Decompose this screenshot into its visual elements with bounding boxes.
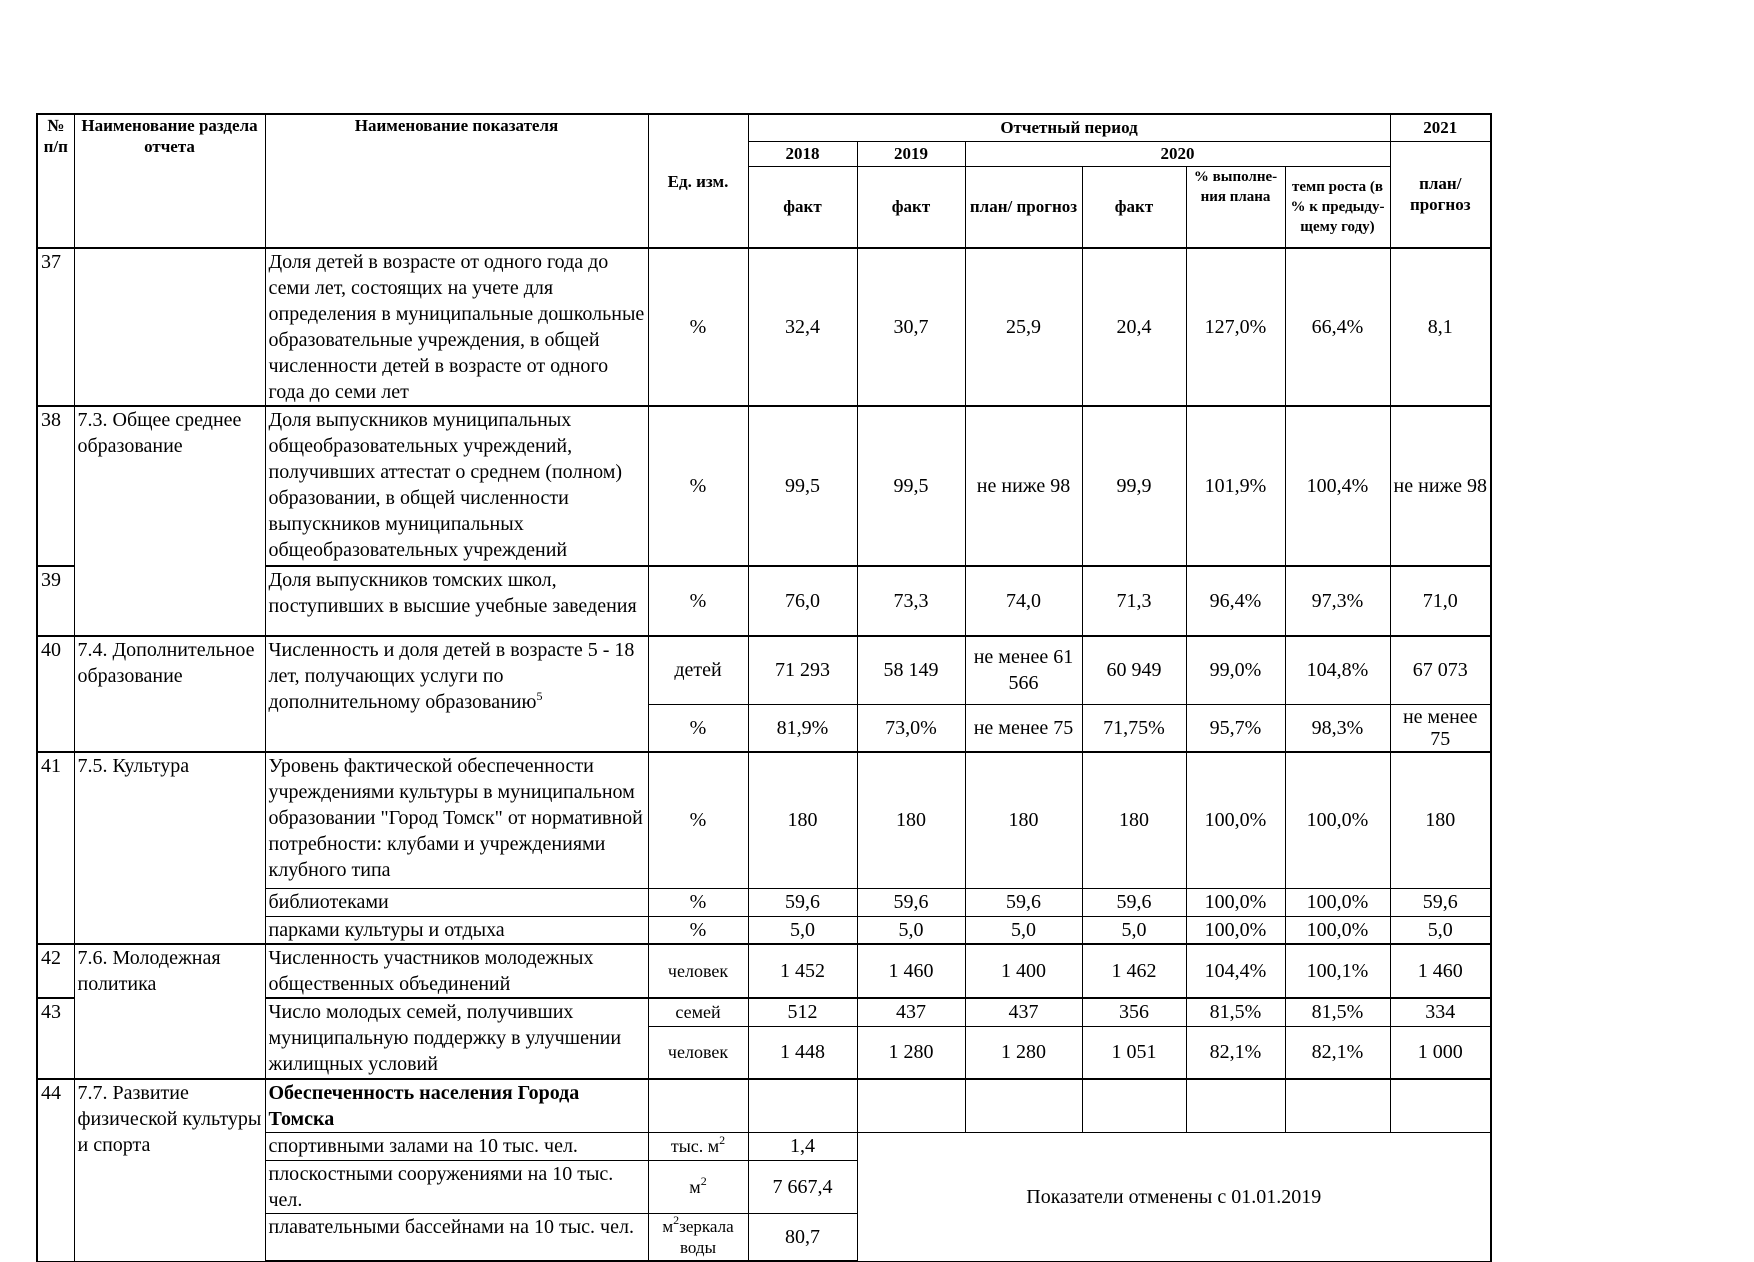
- value-2019-fact: 180: [857, 752, 965, 888]
- value-2020-plan: 1 280: [965, 1027, 1082, 1079]
- header-period: Отчетный период: [748, 114, 1390, 141]
- row-num: 43: [37, 998, 74, 1079]
- value-2021-plan: 1 460: [1390, 944, 1491, 998]
- value-2019-fact: 437: [857, 998, 965, 1027]
- indicator-name: Численность участников молодежных общественных объединений: [265, 944, 648, 998]
- value-pct-plan: 104,4%: [1186, 944, 1285, 998]
- unit: %: [648, 752, 748, 888]
- value-pct-plan: 82,1%: [1186, 1027, 1285, 1079]
- section-name: [74, 248, 265, 406]
- cancelled-note: Показатели отменены с 01.01.2019: [857, 1132, 1491, 1261]
- unit: [648, 1079, 748, 1133]
- header-row-1: [37, 114, 1491, 141]
- value-2020-fact: 60 949: [1082, 636, 1186, 704]
- value-2018-fact: 32,4: [748, 248, 857, 406]
- indicator-name: Доля выпускников муниципальных общеобразовательных учреждений, получивших аттестат о среднем (полном) образовании, в общей численности выпускников муниципальных общеобразовательных учреждений: [265, 406, 648, 566]
- value-growth: 100,1%: [1285, 944, 1390, 998]
- value-2021-plan: не менее 75: [1390, 704, 1491, 752]
- value-2021-plan: 59,6: [1390, 888, 1491, 916]
- unit: человек: [648, 944, 748, 998]
- value-2020-plan: 1 400: [965, 944, 1082, 998]
- unit-text-suffix: зеркала воды: [679, 1216, 734, 1257]
- unit: %: [648, 916, 748, 944]
- value-growth: 100,4%: [1285, 406, 1390, 566]
- header-year-2018: 2018: [748, 141, 857, 166]
- value-2018-fact: 1,4: [748, 1132, 857, 1160]
- table-row: [37, 248, 1491, 406]
- header-section: Наименование раздела отчета: [74, 114, 265, 248]
- indicator-name: парками культуры и отдыха: [265, 916, 648, 944]
- value-2019-fact: 30,7: [857, 248, 965, 406]
- value-2020-plan: [965, 1079, 1082, 1133]
- header-fact-2018: факт: [748, 166, 857, 248]
- unit-superscript: 2: [700, 1173, 707, 1188]
- value-pct-plan: 100,0%: [1186, 916, 1285, 944]
- header-num: № п/п: [37, 114, 74, 248]
- value-2020-fact: 1 462: [1082, 944, 1186, 998]
- value-pct-plan: 101,9%: [1186, 406, 1285, 566]
- value-growth: 82,1%: [1285, 1027, 1390, 1079]
- value-2018-fact: 5,0: [748, 916, 857, 944]
- unit: человек: [648, 1027, 748, 1079]
- unit: %: [648, 888, 748, 916]
- header-indicator: Наименование показателя: [265, 114, 648, 248]
- indicator-name: Уровень фактической обеспеченности учреждениями культуры в муниципальном образовании "Город Томск" от нормативной потребности: клубами и учреждениями клубного типа: [265, 752, 648, 888]
- table-row: [37, 752, 1491, 888]
- value-2020-fact: 1 051: [1082, 1027, 1186, 1079]
- value-2021-plan: 180: [1390, 752, 1491, 888]
- row-num: 42: [37, 944, 74, 998]
- unit-superscript: 2: [673, 1213, 680, 1227]
- unit: [648, 1132, 748, 1160]
- table-row: [37, 636, 1491, 704]
- unit: %: [648, 566, 748, 636]
- value-growth: [1285, 1079, 1390, 1133]
- section-name: 7.7. Развитие физической культуры и спорта: [74, 1079, 265, 1262]
- value-2020-plan: 180: [965, 752, 1082, 888]
- indicator-name: плоскостными сооружениями на 10 тыс. чел.: [265, 1160, 648, 1213]
- indicator-name: спортивными залами на 10 тыс. чел.: [265, 1132, 648, 1160]
- value-2021-plan: 5,0: [1390, 916, 1491, 944]
- header-fact-2019: факт: [857, 166, 965, 248]
- value-growth: 104,8%: [1285, 636, 1390, 704]
- value-2020-fact: 71,3: [1082, 566, 1186, 636]
- table-row: [37, 944, 1491, 998]
- value-2018-fact: 76,0: [748, 566, 857, 636]
- unit: %: [648, 248, 748, 406]
- value-pct-plan: 81,5%: [1186, 998, 1285, 1027]
- value-growth: 100,0%: [1285, 888, 1390, 916]
- value-2018-fact: 180: [748, 752, 857, 888]
- unit: %: [648, 406, 748, 566]
- value-2020-plan: не ниже 98: [965, 406, 1082, 566]
- unit-text: тыс. м: [670, 1136, 720, 1156]
- unit-text: м: [689, 1176, 701, 1197]
- value-2020-plan: не менее 61 566: [965, 636, 1082, 704]
- header-fact-2020: факт: [1082, 166, 1186, 248]
- header-year-2021: 2021: [1390, 114, 1491, 141]
- value-growth: 100,0%: [1285, 916, 1390, 944]
- value-2021-plan: 1 000: [1390, 1027, 1491, 1079]
- value-2019-fact: [857, 1079, 965, 1133]
- header-year-2019: 2019: [857, 141, 965, 166]
- value-2021-plan: [1390, 1079, 1491, 1133]
- value-2020-fact: 356: [1082, 998, 1186, 1027]
- value-pct-plan: 96,4%: [1186, 566, 1285, 636]
- value-2020-plan: 59,6: [965, 888, 1082, 916]
- report-table: [36, 113, 1492, 1262]
- value-pct-plan: [1186, 1079, 1285, 1133]
- header-unit: Ед. изм.: [648, 114, 748, 248]
- row-num: 44: [37, 1079, 74, 1262]
- header-growth: темп роста (в % к предыду-щему году): [1285, 166, 1390, 248]
- header-pct-plan: % выполне-ния плана: [1186, 166, 1285, 248]
- indicator-name: [265, 636, 648, 752]
- indicator-name: плавательными бассейнами на 10 тыс. чел.: [265, 1213, 648, 1261]
- value-2018-fact: 1 452: [748, 944, 857, 998]
- value-2018-fact: 81,9%: [748, 704, 857, 752]
- section-name: 7.4. Дополнительное образование: [74, 636, 265, 752]
- value-2018-fact: 59,6: [748, 888, 857, 916]
- value-2021-plan: не ниже 98: [1390, 406, 1491, 566]
- value-2018-fact: 512: [748, 998, 857, 1027]
- value-2020-plan: 25,9: [965, 248, 1082, 406]
- row-num: 41: [37, 752, 74, 944]
- value-2021-plan: 71,0: [1390, 566, 1491, 636]
- value-2020-fact: 20,4: [1082, 248, 1186, 406]
- value-pct-plan: 95,7%: [1186, 704, 1285, 752]
- value-2020-fact: 5,0: [1082, 916, 1186, 944]
- value-2020-plan: 5,0: [965, 916, 1082, 944]
- value-2019-fact: 99,5: [857, 406, 965, 566]
- value-2019-fact: 73,3: [857, 566, 965, 636]
- value-2020-plan: 74,0: [965, 566, 1082, 636]
- row-num: 38: [37, 406, 74, 566]
- unit: [648, 1213, 748, 1261]
- value-2018-fact: 71 293: [748, 636, 857, 704]
- value-2021-plan: 8,1: [1390, 248, 1491, 406]
- value-2020-fact: 180: [1082, 752, 1186, 888]
- value-2021-plan: 334: [1390, 998, 1491, 1027]
- value-2018-fact: [748, 1079, 857, 1133]
- value-pct-plan: 99,0%: [1186, 636, 1285, 704]
- indicator-name: библиотеками: [265, 888, 648, 916]
- value-2020-plan: 437: [965, 998, 1082, 1027]
- row-num: 37: [37, 248, 74, 406]
- unit-text: м: [662, 1216, 674, 1236]
- value-2018-fact: 80,7: [748, 1213, 857, 1261]
- value-2021-plan: 67 073: [1390, 636, 1491, 704]
- value-2020-fact: [1082, 1079, 1186, 1133]
- section-name: 7.3. Общее среднее образование: [74, 406, 265, 636]
- value-2018-fact: 99,5: [748, 406, 857, 566]
- section-name: 7.5. Культура: [74, 752, 265, 944]
- value-2020-fact: 99,9: [1082, 406, 1186, 566]
- value-2018-fact: 7 667,4: [748, 1160, 857, 1213]
- value-2019-fact: 58 149: [857, 636, 965, 704]
- value-growth: 81,5%: [1285, 998, 1390, 1027]
- table-row: [37, 1079, 1491, 1133]
- indicator-text: Численность и доля детей в возрасте 5 - 18 лет, получающих услуги по дополнительному образованию: [268, 639, 635, 713]
- value-2019-fact: 1 460: [857, 944, 965, 998]
- row-num: 40: [37, 636, 74, 752]
- header-plan-2021: план/ прогноз: [1390, 141, 1491, 248]
- value-growth: 100,0%: [1285, 752, 1390, 888]
- indicator-name: Доля детей в возрасте от одного года до семи лет, состоящих на учете для определения в муниципальные дошкольные образовательные учреждения, в общей численности детей в возрасте от одного года до семи лет: [265, 248, 648, 406]
- unit-superscript: 2: [719, 1133, 726, 1147]
- value-2020-fact: 59,6: [1082, 888, 1186, 916]
- value-growth: 66,4%: [1285, 248, 1390, 406]
- indicator-name: Число молодых семей, получивших муниципальную поддержку в улучшении жилищных условий: [265, 998, 648, 1079]
- indicator-name: Доля выпускников томских школ, поступивших в высшие учебные заведения: [265, 566, 648, 636]
- value-pct-plan: 100,0%: [1186, 888, 1285, 916]
- indicator-name: Обеспеченность населения Города Томска: [265, 1079, 648, 1133]
- header-year-2020: 2020: [965, 141, 1390, 166]
- value-2019-fact: 59,6: [857, 888, 965, 916]
- section-name: 7.6. Молодежная политика: [74, 944, 265, 1079]
- value-growth: 98,3%: [1285, 704, 1390, 752]
- value-2020-fact: 71,75%: [1082, 704, 1186, 752]
- value-2019-fact: 73,0%: [857, 704, 965, 752]
- row-num: 39: [37, 566, 74, 636]
- unit: %: [648, 704, 748, 752]
- unit: детей: [648, 636, 748, 704]
- value-2018-fact: 1 448: [748, 1027, 857, 1079]
- value-2019-fact: 5,0: [857, 916, 965, 944]
- value-pct-plan: 100,0%: [1186, 752, 1285, 888]
- header-plan-2020: план/ прогноз: [965, 166, 1082, 248]
- value-pct-plan: 127,0%: [1186, 248, 1285, 406]
- table-row: [37, 406, 1491, 566]
- unit: семей: [648, 998, 748, 1027]
- value-growth: 97,3%: [1285, 566, 1390, 636]
- value-2019-fact: 1 280: [857, 1027, 965, 1079]
- unit: [648, 1160, 748, 1213]
- value-2020-plan: не менее 75: [965, 704, 1082, 752]
- footnote-mark: 5: [536, 689, 543, 703]
